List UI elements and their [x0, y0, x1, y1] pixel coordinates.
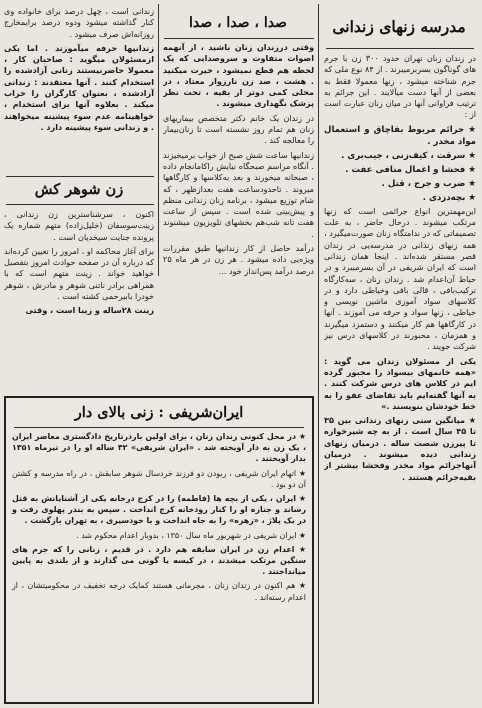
article-paragraph: وقتی درزندان زنان باشید ، از آنهمه اصوات متفاوت و سروصدایی که یک لحظه هم قطع نمیشود ، حیرت میکنید . هشت ، صد زن نارزوار معتاد ، در محلی کمی دوتر از بقیه ، تحت نظر پزشک نگهداری میشوند . [163, 42, 314, 109]
article-paragraph: ★ اعدام زن در ایران سابقه هم دارد . در قدیم ، زنانی را که جرم های سنگین مرتکب میشدند ، در کیسه یا گونی می گذارند و از بلندی به پایین میانداختند . [12, 544, 306, 577]
crime-list-item: ★ بچه‌دزدی . [422, 192, 476, 203]
headline-women-prisoners-school: مدرسه زنهای زندانی [332, 17, 466, 36]
boxed-article-body [6, 428, 312, 609]
article-continuation [4, 6, 154, 172]
article-paragraph: ★ ایران ، یکی از بچه ها (فاطمه) را در کرج درخانه یکی از آشنایانش به قتل رساند و جنازه او را کنار رودخانه کرج انداخت . سپس به بندر پهلوی رفت و در یک پلاژ ، «زهره» را به جاه انداخت و با خودسیری ، به تهران بازگشت . [12, 494, 306, 526]
crime-list-item: ★ سرقت ، کیف‌زنی ، جیب‌بری . [341, 150, 476, 161]
headline-husband-killer: زن شوهر کش [34, 181, 124, 198]
article-intro: در زندان زنان تهران حدود ۳۰۰ زن با جرم های گوناگون بسربرمیبرند . از ۸۴ نوع ملی که جرم شناخته میشود ، زنها معمولا فقط به بعضی از آنها دست میآلایند . این جرائم به ترتیب فراوانی آنها در میان زنان عبارت است از : [324, 53, 476, 120]
article-paragraph: زندانیها حرفه میآموزند . اما یکی ازمسئولان میگوید : صاحبان کار ، معمولا حاضرنیستند زنانی آزادشده را استخدام کنند . آنها معتقدند : زندانی آزادشده ، بعنوان کارگران را خراب میکند . بعلاوه آنها برای استخدام ، خواهینامه عدم سوء پیشینه میخواهند . و زندانی سوء پیشینه دارد . [4, 42, 154, 132]
headline-sound: صدا ، صدا ، صدا [189, 15, 287, 31]
article-paragraph-age: ★ میانگین سنی زنهای زندانی بین ۳۵ تا ۴۵ سال است . از به چه شیرخواره تا پیرزن شصت ساله . درمیان زنهای زندانی دیده میشوند . درمیان آنهاجرائم مواد مخدر وفحشا بیشتر از بقیه‌جرائم هستند . [324, 415, 476, 482]
crime-list-item: ★ فحشا و اعمال منافی عفت . [345, 164, 476, 175]
article-sound [163, 42, 314, 278]
column-divider-left [158, 4, 159, 276]
headline-underline [326, 48, 474, 49]
headline-iran-sharifi: ایران‌شریفی : زنی بالای دار [74, 404, 244, 421]
article-paragraph: این‌مهمترین انواع جرائمی است که زنها مرتکب میشوند . درحال حاضر ، به علت تصمیماتی که در ندامتگاه زنان صورت‌میگیرد ، همه زنهای زندانی در مدرسه‌یی در زندان قصر مستقر شده‌اند . اینجا همان زندانی است که ایران شریفی در آن بسر‌میبرد و در حیاط آن‌اعدام شد . زندان زنان ، سه‌کارگاه ترکیب‌بافی ، قالی بافی وخیاطی دارد و در کلاسهای سواد آموزی ماشین نویسی و خیاطی ، زنها سواد و حرفه می آموزند . آنها در کارگاهها هم کار میکنند و دستمزد میگیرند و همزمان ، محبورند در کلاسهای درس نیز شرکت جویند . [324, 205, 476, 352]
article-paragraph: اکنون ، سرشناسترین زن زندانی ، زینت‌سوسفان (خلیل‌زاده) متهم شماره یک پرونده جنایت سیخدیان است . [4, 209, 154, 242]
article-women-prisoners-school [324, 53, 476, 703]
headline-underline [6, 204, 154, 205]
headline-underline [164, 38, 314, 39]
article-paragraph: زندانیها ساعت شش صبح از خواب برمیخیزند . آنگاه مراسم صبحگاه نیایش راکامانجام داده ، صبحانه میخورند و بعد به‌کلاسها و کارگاهها میروند . تاحدودساعت هفت بعدازظهر ، که شام توزیع میشود ، برنامه زنان زندانی منظم و پیش‌بینی شده است . سپس از ساعت هفت تانه شب‌هم بخشهای تلویزیون میشنوند . [163, 149, 314, 239]
section-divider [6, 176, 154, 177]
article-paragraph: ★ در محل کنونی زندان زنان ، برای اولین باردرتاریخ دادگستری معاصر ایران ، یک زن به دار آویخته شد . «ایران شریفی» ۴۲ ساله او را در تیرماه ۱۳۵۱ بدار آویختند . [12, 432, 306, 464]
article-quote: یکی از مسئولان زندان می گوید : «همه خانمهای بیسواد را مجبور گرده ایم در کلاس های درس شرکت کنند . به آنها گفته‌ایم باید تقاضای عفو را به خط خودشان بنویسند .» [324, 355, 476, 411]
article-paragraph-end: زینت ۲۸ساله و زیبا است ، وقتی [25, 305, 154, 316]
article-paragraph: زندانی است ، چهل درصد برای خانواده وی کنار گذاشته میشود ودوه درصد برایمخارج روزانه‌اش صرف میشود . [4, 6, 154, 39]
boxed-article-iran-sharifi [4, 396, 314, 704]
article-paragraph: برای آغاز محاکمه او ، امروز را تعیین کرده‌اند که درباره آن در صفحه حوادث امروز بتفصیل خواهید خواند . زینت متهم است که با همراهی برادر ناتنی شوهر و مادرش ، شوهر خودرا بابیرحمی کشته است . [4, 245, 154, 302]
article-paragraph: درآمد حاصل از کار زندانیها طبق مقررات ویژه‌یی داده میشود . هر زن در هر ماه ۲۵ درصد درآمد پس‌انداز خود ... [163, 243, 314, 276]
article-paragraph: ★ هم اکنون در زندان زنان ، مجرمانی هستند کمایک درجه تخفیف در محکومیتشان ، از اعدام رسته‌اند . [12, 581, 306, 602]
article-husband-killer [4, 209, 154, 393]
article-paragraph: در زندان یک خانم دکتر متخصص بیماریهای زنان هم تمام روز نشسته است تا زنان‌بیمار را معالجه کند . [163, 112, 314, 146]
article-paragraph: ★ ایران شریفی در شهریور ماه سال ۱۳۵۰ ، بدوبار اعدام محکوم شد . [76, 530, 306, 540]
crime-list-item: ★ ضرب و جرح ، قتل . [381, 178, 476, 189]
crime-list-item: ★ جرائم مربوط بقاچاق و استعمال مواد مخدر . [324, 124, 476, 147]
article-paragraph: ★ اتهام ایران شریفی ، ربودن دو فرزند خردسال شوهر سابقش ، در راه مدرسه و کشتن آن دو بود . [12, 468, 306, 489]
column-divider-right [318, 4, 319, 704]
crime-list [324, 124, 476, 204]
